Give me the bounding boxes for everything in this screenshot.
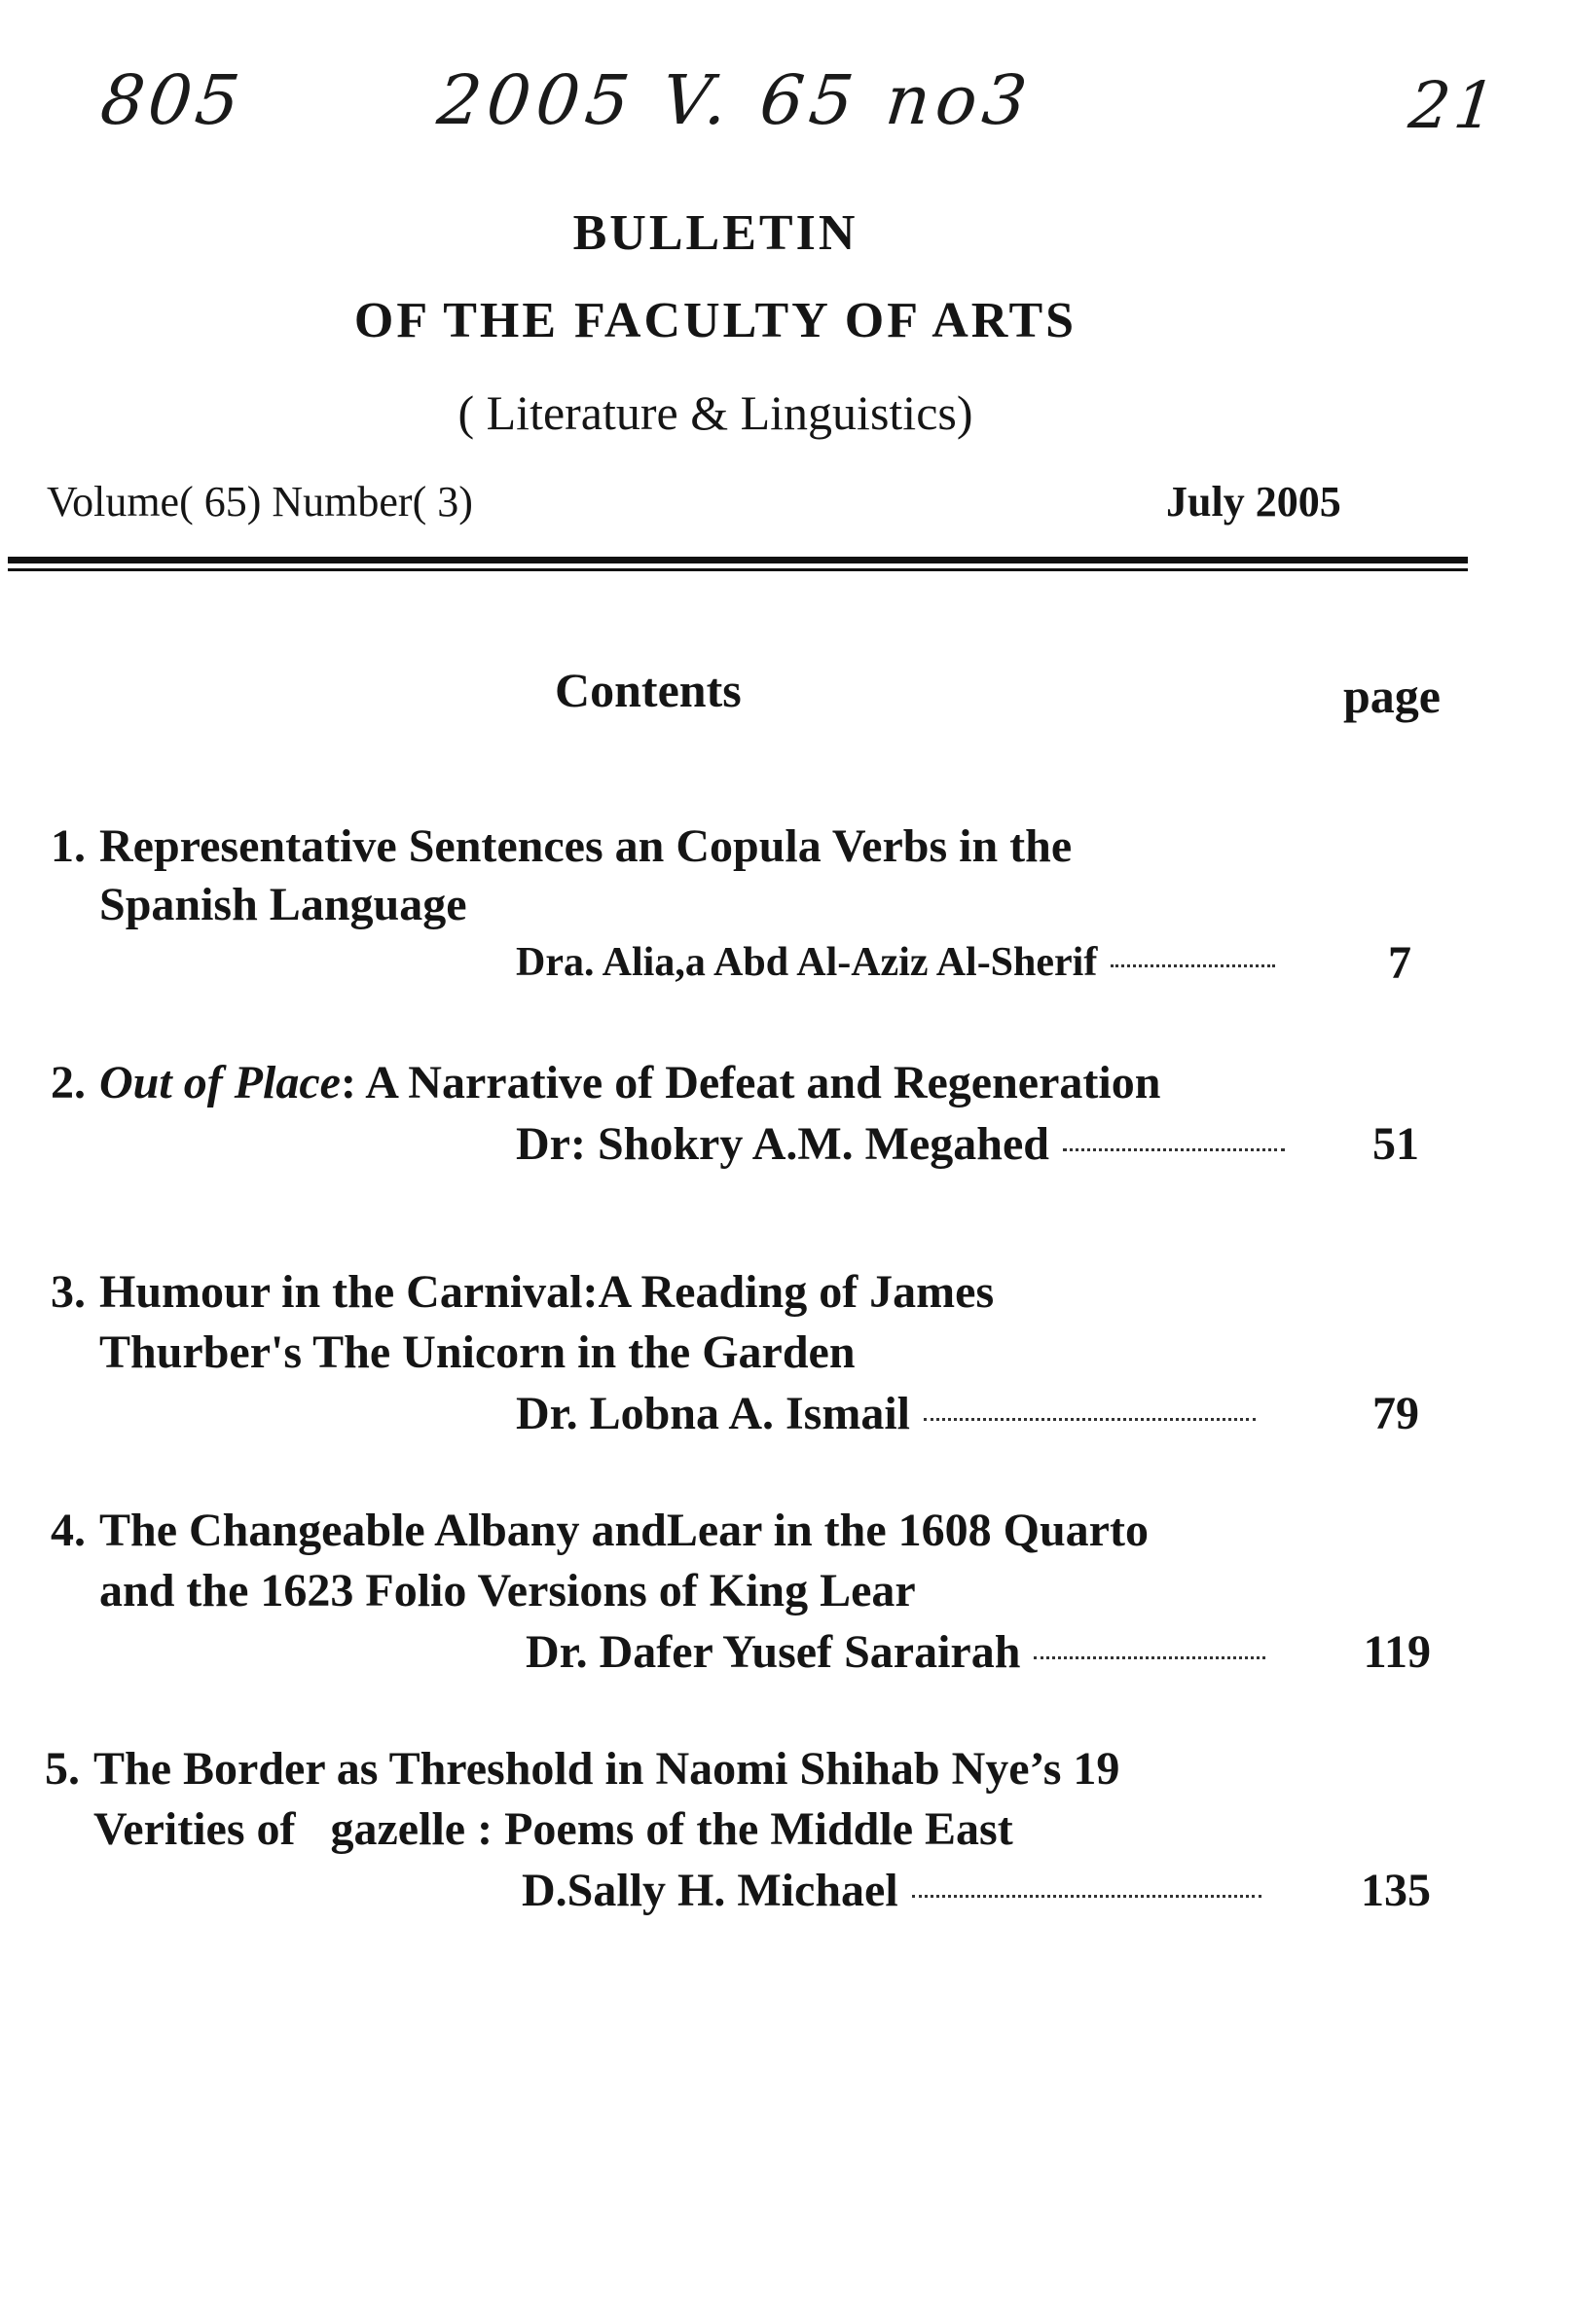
header-rule-thin bbox=[8, 568, 1468, 571]
entry-title-line: Verities of gazelle : Poems of the Middle East bbox=[93, 1803, 1013, 1855]
entry-author: Dra. Alia,a Abd Al-Aziz Al-Sherif bbox=[516, 940, 1098, 985]
handwritten-volume-note: 2005 V. 65 no3 bbox=[433, 60, 1037, 140]
entry-author-row bbox=[516, 1387, 1256, 1440]
entry-title-line: The Border as Threshold in Naomi Shihab Nye’s 19 bbox=[93, 1743, 1120, 1795]
entry-page: 135 bbox=[1361, 1865, 1431, 1916]
entry-number: 4. bbox=[51, 1505, 86, 1556]
entry-page: 119 bbox=[1363, 1626, 1431, 1678]
entry-number: 3. bbox=[51, 1266, 86, 1318]
dot-leader bbox=[1111, 964, 1275, 967]
entry-page: 7 bbox=[1388, 937, 1411, 989]
contents-heading: Contents bbox=[555, 663, 742, 717]
entry-title-line: and the 1623 Folio Versions of King Lear bbox=[99, 1565, 916, 1616]
entry-author: Dr: Shokry A.M. Megahed bbox=[516, 1118, 1049, 1170]
entry-title-line: Humour in the Carnival:A Reading of James bbox=[99, 1266, 995, 1318]
entry-title-line bbox=[99, 1056, 1160, 1109]
entry-author-row bbox=[522, 1864, 1261, 1917]
journal-title: BULLETIN bbox=[572, 205, 859, 261]
entry-number: 1. bbox=[51, 820, 86, 872]
dot-leader bbox=[1063, 1148, 1285, 1151]
header-rule-thick bbox=[8, 557, 1468, 563]
entry-page: 51 bbox=[1372, 1118, 1419, 1170]
entry-title-rest: : A Narrative of Defeat and Regeneration bbox=[340, 1057, 1161, 1108]
dot-leader bbox=[924, 1418, 1256, 1421]
entry-title-line: The Changeable Albany andLear in the 1608 Quarto bbox=[99, 1505, 1149, 1556]
journal-subtitle-faculty: OF THE FACULTY OF ARTS bbox=[353, 293, 1078, 348]
entry-number: 5. bbox=[45, 1743, 80, 1795]
entry-author-row bbox=[526, 1625, 1265, 1679]
entry-title-line: Thurber's The Unicorn in the Garden bbox=[99, 1326, 856, 1378]
entry-title-line: Representative Sentences an Copula Verbs in the bbox=[99, 820, 1073, 872]
issue-date: July 2005 bbox=[1166, 478, 1341, 526]
entry-author: Dr. Dafer Yusef Sarairah bbox=[526, 1626, 1021, 1678]
entry-page: 79 bbox=[1372, 1388, 1419, 1439]
entry-title-line: Spanish Language bbox=[99, 879, 467, 930]
handwritten-call-number: 805 bbox=[96, 60, 247, 140]
dot-leader bbox=[912, 1895, 1261, 1898]
page-column-heading: page bbox=[1343, 669, 1441, 723]
entry-author-row bbox=[516, 939, 1275, 986]
volume-number: Volume( 65) Number( 3) bbox=[47, 478, 473, 526]
entry-author: D.Sally H. Michael bbox=[522, 1865, 898, 1916]
dot-leader bbox=[1034, 1656, 1265, 1659]
journal-section: ( Literature & Linguistics) bbox=[457, 385, 973, 440]
handwritten-mark: 21 bbox=[1405, 68, 1504, 143]
entry-title-italic: Out of Place bbox=[99, 1057, 341, 1108]
entry-number: 2. bbox=[51, 1057, 86, 1108]
entry-author-row bbox=[516, 1117, 1285, 1171]
entry-author: Dr. Lobna A. Ismail bbox=[516, 1388, 910, 1439]
